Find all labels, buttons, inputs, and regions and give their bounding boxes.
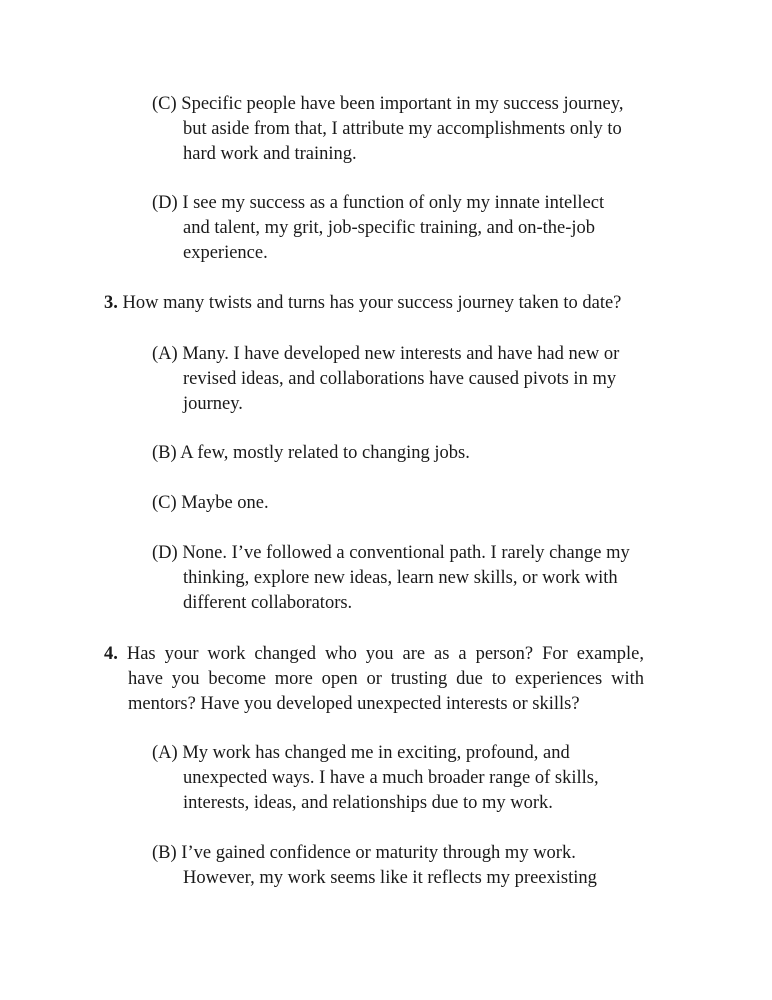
option-text-line: I see my success as a function of only my innate intellect [182,193,605,213]
option-letter: (A) [152,344,178,364]
option-text-line: Specific people have been important in my success journey, [181,94,624,114]
option-text-line: unexpected ways. I have a much broader range of skills, [183,768,599,788]
option-text-line: hard work and training. [183,144,357,164]
option-text-line: revised ideas, and collaborations have caused pivots in my [183,369,617,389]
option-text-line: However, my work seems like it reflects my preexisting [183,868,597,888]
option-text-line: A few, mostly related to changing jobs. [180,443,470,463]
question-number: 3. [104,293,118,313]
option-letter: (B) [152,843,177,863]
option-text-line: None. I’ve followed a conventional path. I rarely change my [182,543,630,563]
option-letter: (C) [152,94,177,114]
option-text-line: different collaborators. [183,593,353,613]
option-text-line: Maybe one. [181,493,269,513]
option-letter: (B) [152,443,177,463]
option-letter: (D) [152,543,178,563]
question-text: How many twists and turns has your success journey taken to date? [122,293,622,313]
option-text-line: thinking, explore new ideas, learn new skills, or work with [183,568,618,588]
option-text-line: Many. I have developed new interests and have had new or [182,344,620,364]
option-text-line: journey. [183,394,243,414]
option-letter: (A) [152,743,178,763]
option-letter: (D) [152,193,178,213]
option-text-line: and talent, my grit, job-specific training, and on-the-job [183,218,596,238]
question-text-line: have you become more open or trusting due to experiences with [128,669,644,689]
option-text-line: interests, ideas, and relationships due to my work. [183,793,553,813]
question-number: 4. [104,644,118,664]
question-text-line: Has your work changed who you are as a person? For example, [126,644,645,664]
option-letter: (C) [152,493,177,513]
option-text-line: experience. [183,243,268,263]
option-text-line: My work has changed me in exciting, profound, and [182,743,570,763]
question-text-line: mentors? Have you developed unexpected interests or skills? [128,694,580,714]
option-text-line: but aside from that, I attribute my accomplishments only to [183,119,622,139]
option-text-line: I’ve gained confidence or maturity through my work. [181,843,576,863]
